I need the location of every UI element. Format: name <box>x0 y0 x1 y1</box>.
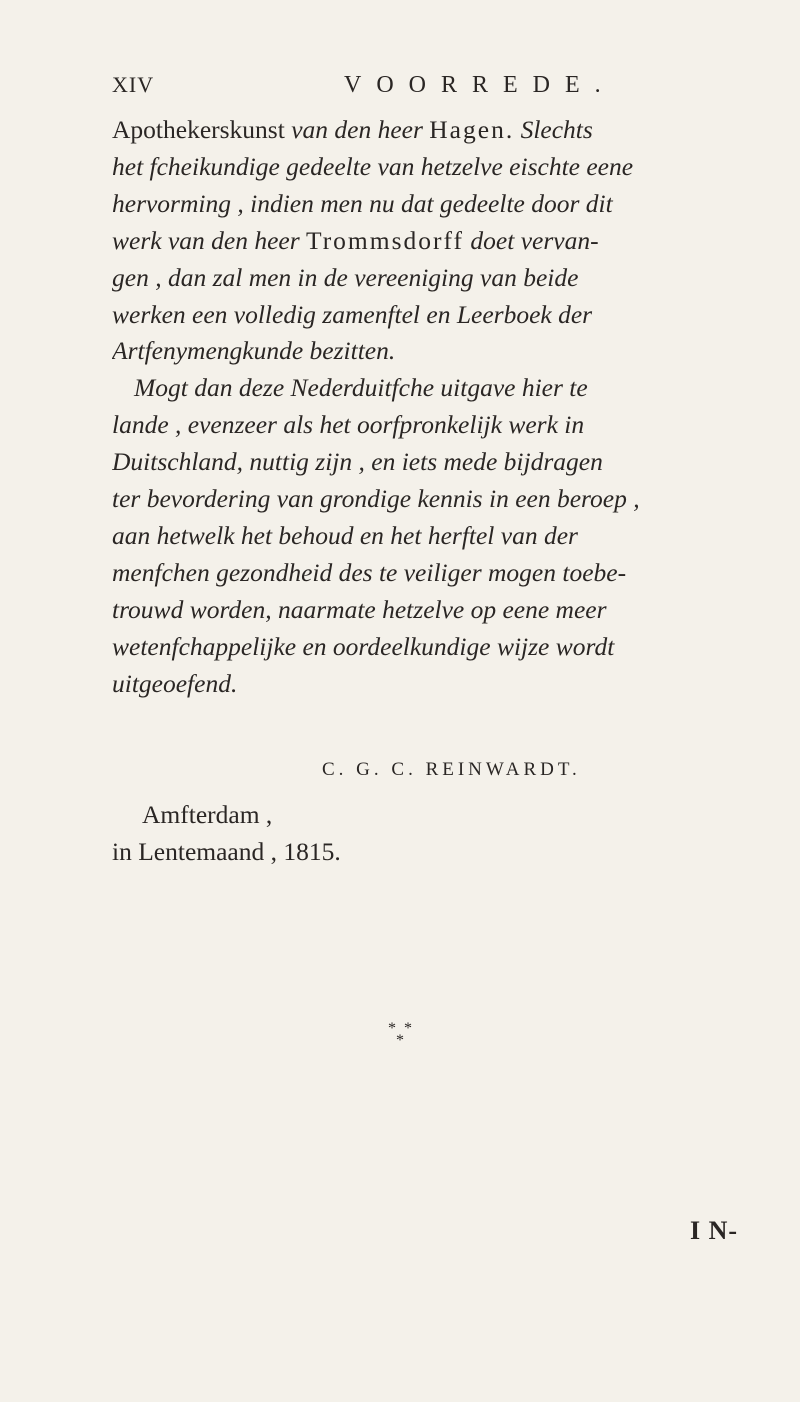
person-name: Hagen. <box>429 115 515 144</box>
text-line: hervorming , indien men nu dat gedeelte door dit <box>112 188 613 218</box>
text-line: gen , dan zal men in de vereeniging van beide <box>112 262 579 292</box>
text-line: Duitschland, nuttig zijn , en iets mede bijdragen <box>112 447 603 477</box>
text-line: lande , evenzeer als het oorfpronkelijk werk in <box>112 410 585 440</box>
place-date <box>112 797 341 871</box>
author-signature: C. G. C. REINWARDT. <box>322 759 581 780</box>
text-line: aan hetwelk het behoud en het herftel van der <box>112 520 578 550</box>
text-line: werken een volledig zamenftel en Leerboek der <box>112 299 593 329</box>
text-line: menfchen gezondheid des te veiliger mogen toebe- <box>112 557 627 587</box>
text-italic: doet vervan- <box>464 225 599 255</box>
asterism-ornament <box>388 1020 418 1054</box>
text-line: trouwd worden, naarmate hetzelve op eene meer <box>112 594 607 624</box>
text-italic: werk van den heer <box>112 225 307 255</box>
text-line <box>112 223 712 260</box>
page-header <box>112 72 732 106</box>
asterisk-icon: * <box>396 1032 404 1049</box>
text-line: ter bevordering van grondige kennis in een beroep , <box>112 484 640 514</box>
asterisk-icon: * <box>404 1020 412 1037</box>
text-line: uitgeoefend. <box>112 668 238 698</box>
text-line: het fcheikundige gedeelte van hetzelve eischte eene <box>112 151 634 181</box>
text-line <box>112 112 712 149</box>
text-roman: Apothekerskunst <box>112 115 292 144</box>
asterisk-icon: * <box>388 1020 396 1037</box>
text-line: Mogt dan deze Nederduitfche uitgave hier te <box>134 373 588 403</box>
person-name: Trommsdorff <box>306 225 465 255</box>
catchword: I N- <box>690 1216 739 1245</box>
text-italic: Slechts <box>514 115 593 144</box>
date-line: in Lentemaand , 1815. <box>112 836 341 866</box>
body-text <box>112 112 712 703</box>
text-italic: van den heer <box>291 115 430 144</box>
text-line: wetenfchappelijke en oordeelkundige wijze wordt <box>112 631 615 661</box>
text-line: Artfenymengkunde bezitten. <box>112 336 396 366</box>
place-line: Amfterdam , <box>142 800 273 829</box>
running-head: VOORREDE. <box>344 72 616 98</box>
page-number: XIV <box>112 72 155 97</box>
